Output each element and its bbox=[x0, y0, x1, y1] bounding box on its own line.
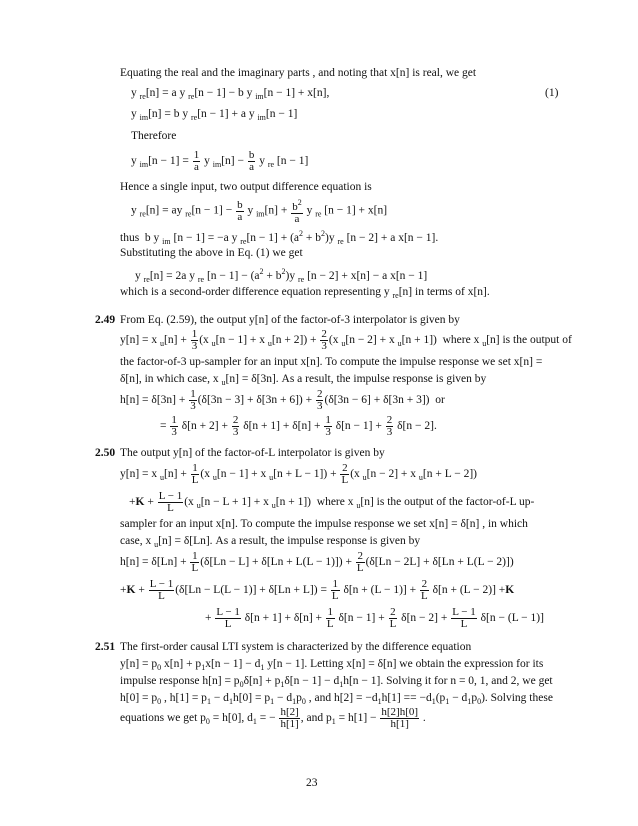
equation-249-1: y[n] = x $_u$[n] + $\frac{1}{3}$ (x $_u$[n − 1] + x $_u$[n + 2]) + $\frac{2}{3}$ (x $_u$[n − 2] + x $_u$[n + 1]) where x $_u$[n] is the output of bbox=[120, 327, 572, 352]
problem-text: From Eq. (2.59), the output y[n] of the factor-of-3 interpolator is given by bbox=[120, 314, 460, 326]
equation-2: y $_{im}$[n] = b y $_{re}$[n − 1] + a y $_{im}$[n − 1] bbox=[131, 108, 298, 122]
equation-6: y $_{re}$[n] = 2a y $_{re}$ $[n - 1] - (a^2 + b^2)y$ $_{re}$ [n − 2] + x[n] − a x[n − 1] bbox=[135, 267, 428, 284]
therefore-label: Therefore bbox=[131, 130, 177, 142]
thus-label: thus bbox=[120, 232, 140, 244]
hence-line: Hence a single input, two output difference equation is bbox=[120, 181, 372, 193]
intro-line: Equating the real and the imaginary parts , and noting that x[n] is real, we get bbox=[120, 67, 477, 79]
equation-250-2: +K + $\frac{L - 1}{L}$ (x $_u$[n − L + 1] + x $_u$[n + 1]) where x $_u$[n] is the output of the factor-of-L up- bbox=[129, 489, 535, 514]
equation-251-2: equations we get $p_0 = h[0]$, $d_1$ = − $\frac{h[2]}{h[1]}$ , and $p_1 = h[1]$ − $\frac{h[2]h[0]}{h[1]}$ . bbox=[120, 705, 426, 730]
page-number: 23 bbox=[306, 777, 318, 789]
equation-number: (1) bbox=[545, 87, 559, 99]
which-is-line: which is a second-order difference equation representing y $_{re}$[n] in terms of x[n]. bbox=[120, 286, 490, 300]
equation-250-1: y[n] = x $_u$[n] + $\frac{1}{L}$ (x $_u$[n − 1] + x $_u$[n + L − 1]) + $\frac{2}{L}$ (x $_u$[n − 2] + x $_u$[n + L − 2]) bbox=[120, 461, 477, 486]
equation-250-4: +K + $\frac{L - 1}{L}$ (δ[Ln − L(L − 1)] + δ[Ln + L]) = $\frac{1}{L}$ δ[n + (L − 1)] + $\frac{2}{L}$ δ[n + (L − 2)] +K bbox=[120, 577, 515, 602]
problem-text: The first-order causal LTI system is characterized by the difference equation bbox=[120, 641, 472, 653]
problem-text: $y[n] = p_0$ $x[n] + p_1x[n - 1] - d_1$ y[n − 1]. Letting x[n] = δ[n] we obtain the expression for its bbox=[120, 658, 544, 672]
equation-4: y $_{re}$[n] = ay $_{re}$[n − 1] − $\frac{b}{a}$ y $_{im}$[n] + $\frac{b^2}{a}$ y $_{re}$ [n − 1] + x[n] bbox=[131, 198, 388, 225]
equation-249-2: h[n] = δ[3n] + $\frac{1}{3}$ (δ[3n − 3] + δ[3n + 6]) + $\frac{2}{3}$ (δ[3n − 6] + δ[3n + 3]) or bbox=[120, 387, 445, 412]
equation-249-3: = $\frac{1}{3}$ δ[n + 2] + $\frac{2}{3}$ δ[n + 1] + δ[n] + $\frac{1}{3}$ δ[n − 1] + $\frac{2}{3}$ δ[n − 2]. bbox=[160, 413, 437, 438]
problem-number: 2.49 bbox=[95, 314, 116, 326]
problem-text: impulse response $h[n] = p_0\delta[n] + p_1\delta[n - 1] - d_1h[n - 1]$. Solving it for n = 0, 1, and 2, we get bbox=[120, 675, 553, 689]
problem-text: case, x $_u$[n] = δ[Ln]. As a result, the impulse response is given by bbox=[120, 535, 421, 549]
problem-number: 2.50 bbox=[95, 447, 116, 459]
equation-5: thus b y $_{im}$ [n − 1] = −a y $_{re}[n - 1] + (a^2 + b^2)y$ $_{re}$ [n − 2] + a x[n − 1]. bbox=[120, 229, 439, 246]
problem-text: sampler for an input x[n]. To compute the impulse response we set x[n] = δ[n] , in which bbox=[120, 518, 528, 530]
equation-1: y $_{re}$[n] = a y $_{re}$[n − 1] − b y $_{im}$[n − 1] + x[n], bbox=[131, 87, 330, 101]
substituting-line: Substituting the above in Eq. (1) we get bbox=[120, 247, 303, 259]
equation-251-1: $h[0] = p_0$ , $h[1] = p_1 - d_1h[0] = p_1 - d_1p_0$ , and $h[2] = -d_1h[1] == -d_1(p_1 - d_1p_0)$. Solving these bbox=[120, 692, 553, 706]
problem-number: 2.51 bbox=[95, 641, 116, 653]
equation-250-5: + $\frac{L - 1}{L}$ δ[n + 1] + δ[n] + $\frac{1}{L}$ δ[n − 1] + $\frac{2}{L}$ δ[n − 2] + $\frac{L - 1}{L}$ δ[n − (L − 1)] bbox=[205, 605, 544, 630]
equation-3: y $_{im}$[n − 1] = $\frac{1}{a}$ y $_{im}$[n] − $\frac{b}{a}$ y $_{re}$ [n − 1] bbox=[131, 149, 309, 173]
problem-text: the factor-of-3 up-sampler for an input x[n]. To compute the impulse response we set x[n] = bbox=[120, 356, 543, 368]
equation-250-3: h[n] = δ[Ln] + $\frac{1}{L}$ (δ[Ln − L] + δ[Ln + L(L − 1)]) + $\frac{2}{L}$ (δ[Ln − 2L] + δ[Ln + L(L − 2)]) bbox=[120, 549, 514, 574]
problem-text: δ[n], in which case, x $_u$[n] = δ[3n]. As a result, the impulse response is given by bbox=[120, 373, 487, 387]
problem-text: The output y[n] of the factor-of-L interpolator is given by bbox=[120, 447, 385, 459]
